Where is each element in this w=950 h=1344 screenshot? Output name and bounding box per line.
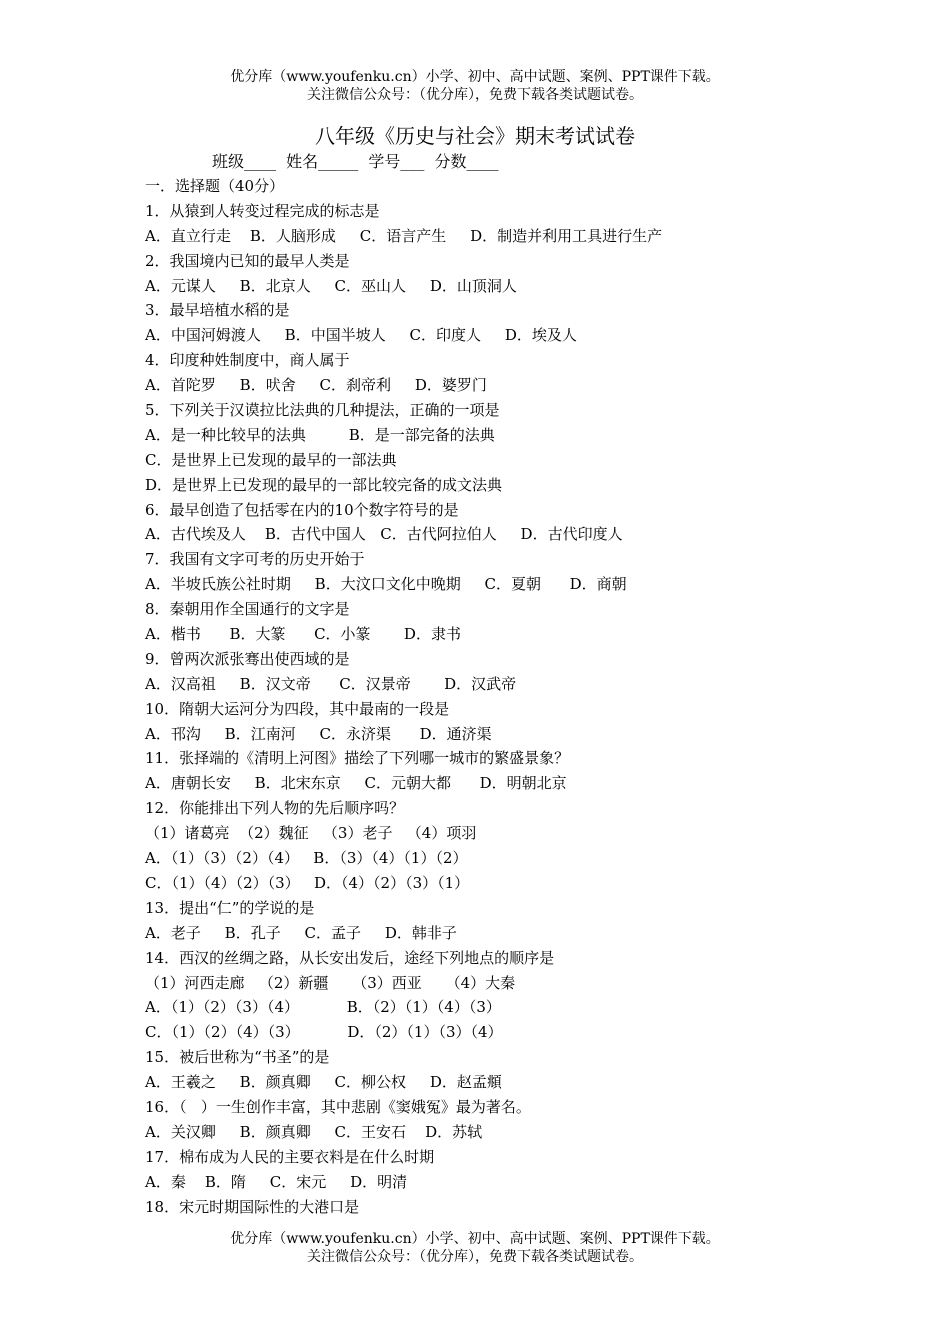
text-line: A．中国河姆渡人 B．中国半坡人 C．印度人 D．埃及人 (145, 326, 577, 345)
text-line: C．是世界上已发现的最早的一部法典 (145, 450, 397, 469)
text-line: A．首陀罗 B．吠舍 C．刹帝利 D．婆罗门 (145, 376, 487, 395)
text-line: A．楷书 B．大篆 C．小篆 D．隶书 (145, 625, 461, 644)
text-line: 12．你能排出下列人物的先后顺序吗？ (145, 799, 405, 818)
text-line: 9．曾两次派张骞出使西域的是 (145, 649, 350, 668)
page-footer-banner (0, 1230, 950, 1266)
text-line: C．（1）（2）（4）（3） D．（2）（1）（3）（4） (145, 1023, 503, 1042)
text-line: 2．我国境内已知的最早人类是 (145, 251, 350, 270)
text-line: 14．西汉的丝绸之路，从长安出发后，途经下列地点的顺序是 (145, 948, 555, 967)
text-line: 15．被后世称为“书圣”的是 (145, 1048, 330, 1067)
text-line: A．关汉卿 B．颜真卿 C．王安石 D．苏轼 (145, 1122, 483, 1141)
text-line: A．老子 B．孔子 C．孟子 D．韩非子 (145, 923, 457, 942)
text-line: A．古代埃及人 B．古代中国人 C．古代阿拉伯人 D．古代印度人 (145, 525, 623, 544)
text-line: 1．从猿到人转变过程完成的标志是 (145, 201, 380, 220)
text-line: 6．最早创造了包括零在内的10个数字符号的是 (145, 500, 459, 519)
text-line: 13．提出“仁”的学说的是 (145, 898, 315, 917)
text-line: A．唐朝长安 B．北宋东京 C．元朝大都 D．明朝北京 (145, 774, 567, 793)
footer-line-1: 优分库（www.youfenku.cn）小学、初中、高中试题、案例、PPT课件下载。 (230, 1231, 720, 1247)
text-line: A．元谋人 B．北京人 C．巫山人 D．山顶洞人 (145, 276, 517, 295)
text-line: 11．张择端的《清明上河图》描绘了下列哪一城市的繁盛景象？ (145, 749, 570, 768)
footer-line-2: 关注微信公众号：（优分库），免费下载各类试题试卷。 (307, 1249, 643, 1265)
text-line: 8．秦朝用作全国通行的文字是 (145, 600, 350, 619)
text-line: 16．（ ）一生创作丰富，其中悲剧《窦娥冤》最为著名。 (145, 1097, 531, 1116)
text-line: 10．隋朝大运河分为四段，其中最南的一段是 (145, 699, 450, 718)
student-info-line: 班级____ 姓名_____ 学号___ 分数____ (212, 152, 499, 171)
question-list (145, 174, 845, 1219)
text-line: D．是世界上已发现的最早的一部比较完备的成文法典 (145, 475, 503, 494)
text-line: C．（1）（4）（2）（3） D．（4）（2）（3）（1） (145, 873, 470, 892)
text-line: A．半坡氏族公社时期 B．大汶口文化中晚期 C．夏朝 D．商朝 (145, 575, 627, 594)
text-line: A．是一种比较早的法典 B．是一部完备的法典 (145, 425, 495, 444)
text-line: A．（1）（2）（3）（4） B．（2）（1）（4）（3） (145, 998, 501, 1017)
header-line-1: 优分库（www.youfenku.cn）小学、初中、高中试题、案例、PPT课件下载。 (230, 69, 720, 85)
header-line-2: 关注微信公众号：（优分库），免费下载各类试题试卷。 (307, 87, 643, 103)
text-line: A．秦 B．隋 C．宋元 D．明清 (145, 1172, 408, 1191)
page-header-banner (0, 68, 950, 104)
exam-title: 八年级《历史与社会》期末考试试卷 (315, 124, 635, 148)
text-line: 17．棉布成为人民的主要衣料是在什么时期 (145, 1147, 435, 1166)
text-line: A．汉高祖 B．汉文帝 C．汉景帝 D．汉武帝 (145, 674, 517, 693)
text-line: （1）诸葛亮 （2）魏征 （3）老子 （4）项羽 (145, 824, 477, 843)
text-line: 一．选择题（40分） (145, 177, 285, 195)
text-line: A．（1）（3）（2）（4） B．（3）（4）（1）（2） (145, 849, 468, 868)
text-line: A．王羲之 B．颜真卿 C．柳公权 D．赵孟頫 (145, 1073, 502, 1092)
text-line: A．直立行走 B．人脑形成 C．语言产生 D．制造并利用工具进行生产 (145, 226, 663, 245)
text-line: 7．我国有文字可考的历史开始于 (145, 550, 365, 569)
text-line: A．邗沟 B．江南河 C．永济渠 D．通济渠 (145, 724, 492, 743)
text-line: （1）河西走廊 （2）新疆 （3）西亚 （4）大秦 (145, 973, 516, 992)
text-line: 5．下列关于汉谟拉比法典的几种提法，正确的一项是 (145, 401, 500, 420)
text-line: 3．最早培植水稻的是 (145, 301, 290, 320)
text-line: 4．印度种姓制度中，商人属于 (145, 351, 350, 370)
text-line: 18．宋元时期国际性的大港口是 (145, 1197, 360, 1216)
